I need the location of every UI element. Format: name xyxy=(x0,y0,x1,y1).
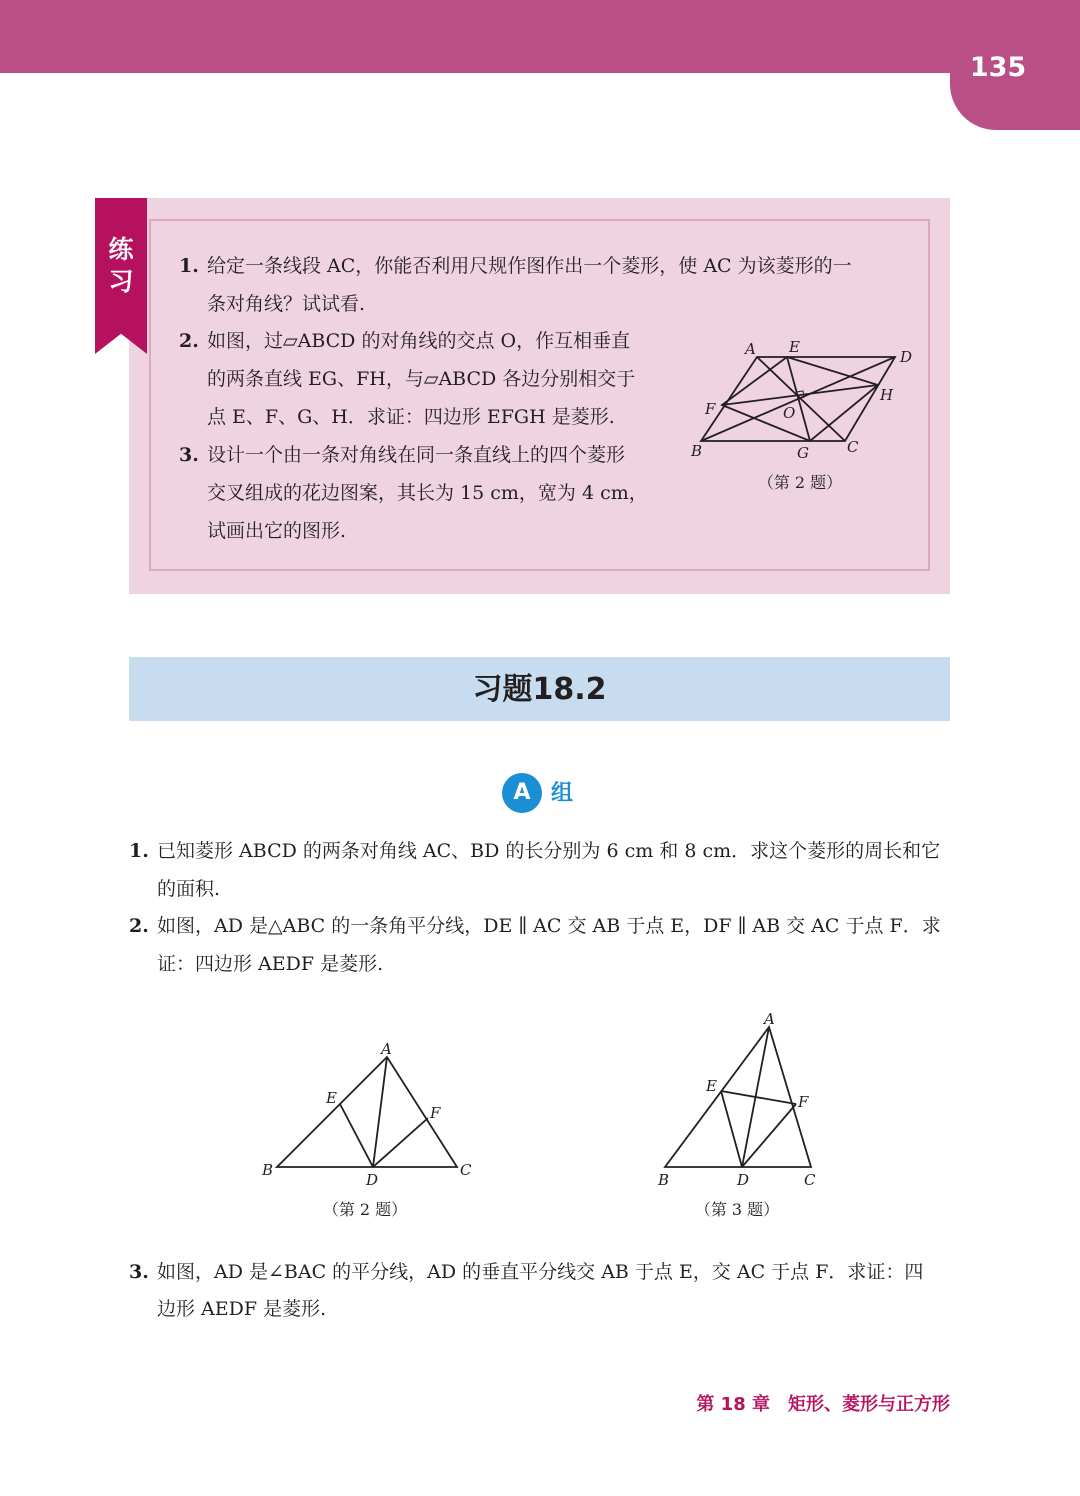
parallelogram-figure xyxy=(685,335,925,465)
segment-ed xyxy=(721,1091,742,1167)
group-label: 组 xyxy=(551,781,574,806)
label-a: A xyxy=(745,340,756,358)
label-b: B xyxy=(262,1161,274,1179)
segment-de xyxy=(340,1104,373,1167)
exercise-q3-line: 如图，AD 是∠BAC 的平分线，AD 的垂直平分线交 AB 于点 E，交 AC 于点 F．求证：四 xyxy=(157,1261,924,1283)
label-b: B xyxy=(691,442,703,460)
practice-q1-number: 1. xyxy=(179,255,199,277)
label-f: F xyxy=(705,400,716,418)
line-eg xyxy=(787,357,810,441)
practice-q1-line: 给定一条线段 AC，你能否利用尺规作图作出一个菱形，使 AC 为该菱形的一 xyxy=(207,255,852,277)
practice-q2-number: 2. xyxy=(179,330,199,352)
group-badge: A xyxy=(502,773,542,813)
practice-q3-line: 交叉组成的花边图案，其长为 15 cm，宽为 4 cm， xyxy=(207,482,648,504)
label-o: O xyxy=(783,404,796,422)
header-bar xyxy=(0,0,1080,73)
exercise-q2-line: 证：四边形 AEDF 是菱形. xyxy=(157,953,384,975)
label-c: C xyxy=(804,1171,816,1189)
figure-caption: （第 2 题） xyxy=(757,473,843,492)
chapter-footer: 第 18 章 矩形、菱形与正方形 xyxy=(696,1394,950,1415)
label-h: H xyxy=(880,386,894,404)
practice-q3-number: 3. xyxy=(179,444,199,466)
practice-q1-line: 条对角线？试试看. xyxy=(207,293,366,315)
exercise-q1-number: 1. xyxy=(129,840,149,862)
page-number: 135 xyxy=(969,52,1027,83)
exercise-q2-number: 2. xyxy=(129,915,149,937)
practice-q3-line: 试画出它的图形. xyxy=(207,520,347,542)
label-e: E xyxy=(326,1089,337,1107)
label-c: C xyxy=(460,1161,472,1179)
label-a: A xyxy=(381,1040,392,1058)
label-f: F xyxy=(430,1104,441,1122)
label-d: D xyxy=(900,348,913,366)
segment-fd xyxy=(742,1104,796,1167)
exercise-q1-line: 已知菱形 ABCD 的两条对角线 AC、BD 的长分别为 6 cm 和 8 cm．求这个菱形的周长和它 xyxy=(157,840,941,862)
segment-ef xyxy=(721,1091,796,1104)
segment-ad xyxy=(373,1057,387,1167)
label-e: E xyxy=(789,338,800,356)
exercise-q3-number: 3. xyxy=(129,1261,149,1283)
segment-df xyxy=(373,1118,428,1167)
triangle-abc xyxy=(665,1027,811,1167)
practice-q2-line: 如图，过▱ABCD 的对角线的交点 O，作互相垂直 xyxy=(207,330,631,352)
label-g: G xyxy=(797,444,809,462)
exercise-title: 习题18.2 xyxy=(472,672,607,707)
label-e: E xyxy=(706,1077,717,1095)
exercise-q1-line: 的面积. xyxy=(157,878,221,900)
practice-q2-line: 点 E、F、G、H．求证：四边形 EFGH 是菱形. xyxy=(207,406,615,428)
label-f: F xyxy=(798,1093,809,1111)
label-b: B xyxy=(658,1171,670,1189)
triangle-figure-q2 xyxy=(255,1035,485,1195)
triangle-figure-q3 xyxy=(650,1005,830,1195)
practice-q3-line: 设计一个由一条对角线在同一条直线上的四个菱形 xyxy=(207,444,626,466)
label-d: D xyxy=(366,1171,379,1189)
figure-caption: （第 3 题） xyxy=(694,1200,780,1219)
exercise-q3-line: 边形 AEDF 是菱形. xyxy=(157,1298,327,1320)
exercise-q2-line: 如图，AD 是△ABC 的一条角平分线，DE ∥ AC 交 AB 于点 E，DF ∥ AB 交 AC 于点 F．求 xyxy=(157,915,941,937)
practice-q2-line: 的两条直线 EG、FH，与▱ABCD 各边分别相交于 xyxy=(207,368,636,390)
practice-ribbon-label: 练 习 xyxy=(108,235,134,296)
label-a: A xyxy=(764,1010,775,1028)
figure-caption: （第 2 题） xyxy=(322,1200,408,1219)
label-c: C xyxy=(847,438,859,456)
label-d: D xyxy=(737,1171,750,1189)
